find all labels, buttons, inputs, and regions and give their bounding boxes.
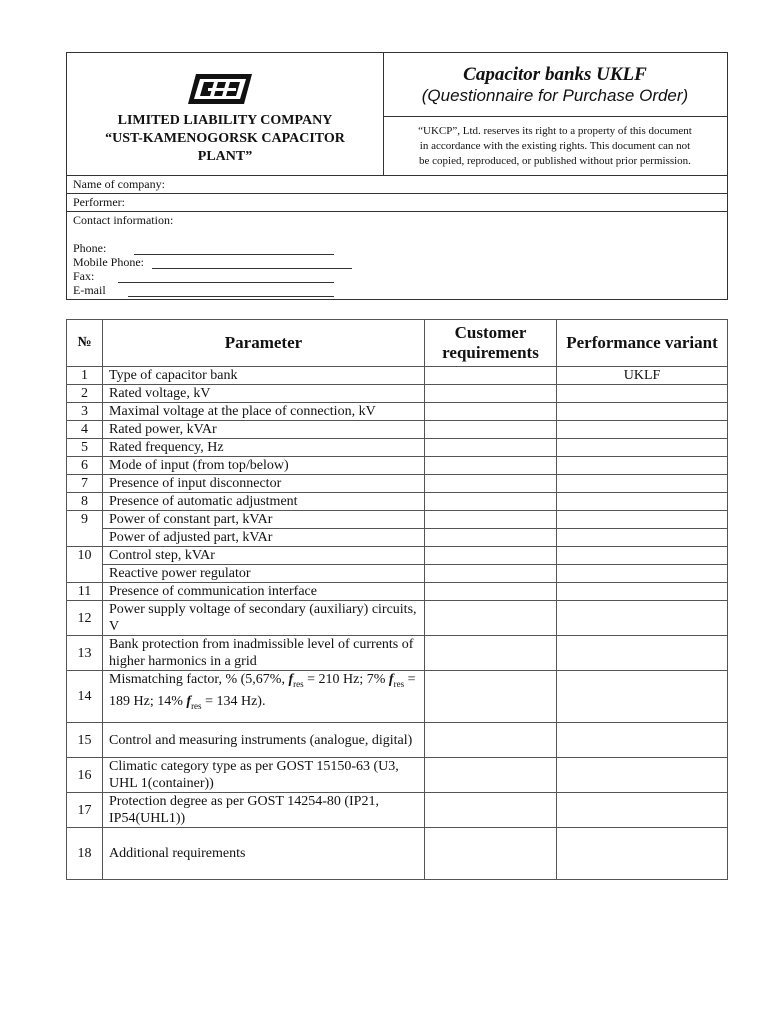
- performance-variant-cell[interactable]: [557, 439, 728, 457]
- customer-requirement-cell[interactable]: [425, 636, 557, 671]
- customer-requirement-cell[interactable]: [425, 385, 557, 403]
- row-number: 15: [67, 723, 103, 758]
- rights-line-2: in accordance with the existing rights. This document can not: [419, 140, 691, 152]
- doc-title: Capacitor banks UKLF: [463, 64, 647, 85]
- performance-variant-cell[interactable]: [557, 385, 728, 403]
- row-number: 17: [67, 793, 103, 828]
- row-parameter: Reactive power regulator: [103, 565, 425, 583]
- row-parameter: Presence of communication interface: [103, 583, 425, 601]
- customer-requirement-cell[interactable]: [425, 529, 557, 547]
- row-parameter: Mismatching factor, % (5,67%, $f_{res} = 210$ Hz; 7% $f_{res} = 189$ Hz; 14% $f_{res} = 134$ Hz).: [103, 671, 425, 723]
- email-label: E-mail: [73, 283, 106, 297]
- row-number: 18: [67, 828, 103, 880]
- table-row: [67, 758, 728, 793]
- row-number: [67, 529, 103, 547]
- performance-variant-cell[interactable]: [557, 671, 728, 723]
- row-number: 10: [67, 547, 103, 565]
- performance-variant-cell[interactable]: [557, 529, 728, 547]
- table-row: [67, 565, 728, 583]
- customer-requirement-cell[interactable]: [425, 793, 557, 828]
- performance-variant-cell[interactable]: [557, 793, 728, 828]
- rights-line-3: be copied, reproduced, or published without prior permission.: [419, 155, 691, 167]
- fax-field[interactable]: [118, 282, 334, 283]
- table-row: [67, 828, 728, 880]
- row-parameter: Rated voltage, kV: [103, 385, 425, 403]
- performance-variant-cell[interactable]: [557, 457, 728, 475]
- table-row: [67, 529, 728, 547]
- performance-variant-cell[interactable]: [557, 403, 728, 421]
- mobile-phone-field[interactable]: [152, 268, 352, 269]
- column-header-performance: Performance variant: [557, 320, 728, 367]
- performance-variant-cell[interactable]: [557, 565, 728, 583]
- performance-variant-cell[interactable]: [557, 475, 728, 493]
- table-row: [67, 439, 728, 457]
- row-number: 9: [67, 511, 103, 529]
- row-number: 13: [67, 636, 103, 671]
- phone-field[interactable]: [134, 254, 334, 255]
- customer-requirement-cell[interactable]: [425, 475, 557, 493]
- column-header-parameter: Parameter: [103, 320, 425, 367]
- row-parameter: Presence of automatic adjustment: [103, 493, 425, 511]
- company-line-1: LIMITED LIABILITY COMPANY: [117, 113, 333, 128]
- customer-requirement-cell[interactable]: [425, 457, 557, 475]
- table-row: [67, 421, 728, 439]
- customer-requirement-cell[interactable]: [425, 403, 557, 421]
- contact-information-label: Contact information:: [73, 213, 174, 227]
- customer-requirement-cell[interactable]: [425, 565, 557, 583]
- table-header-row: [67, 320, 728, 367]
- performance-variant-cell[interactable]: [557, 601, 728, 636]
- table-row: [67, 511, 728, 529]
- row-number: 16: [67, 758, 103, 793]
- row-number: 14: [67, 671, 103, 723]
- row-parameter: Presence of input disconnector: [103, 475, 425, 493]
- customer-requirement-cell[interactable]: [425, 758, 557, 793]
- performance-variant-cell[interactable]: [557, 421, 728, 439]
- row-parameter: Mode of input (from top/below): [103, 457, 425, 475]
- performance-variant-cell[interactable]: [557, 583, 728, 601]
- customer-requirement-cell[interactable]: [425, 828, 557, 880]
- company-line-3: PLANT”: [197, 149, 253, 164]
- customer-requirement-cell[interactable]: [425, 601, 557, 636]
- row-parameter: Protection degree as per GOST 14254-80 (IP21, IP54(UHL1)): [103, 793, 425, 828]
- performer-label: Performer:: [73, 195, 125, 209]
- row-parameter: Climatic category type as per GOST 15150-63 (U3, UHL 1(container)): [103, 758, 425, 793]
- row-parameter: Bank protection from inadmissible level of currents of higher harmonics in a grid: [103, 636, 425, 671]
- rights-notice: [384, 124, 726, 169]
- customer-requirement-cell[interactable]: [425, 421, 557, 439]
- table-row: [67, 475, 728, 493]
- title-divider: [383, 116, 727, 117]
- row-parameter: Power supply voltage of secondary (auxiliary) circuits, V: [103, 601, 425, 636]
- row-parameter: Maximal voltage at the place of connection, kV: [103, 403, 425, 421]
- customer-requirement-cell[interactable]: [425, 723, 557, 758]
- customer-requirement-cell[interactable]: [425, 367, 557, 385]
- row-number: 6: [67, 457, 103, 475]
- row-parameter: Rated frequency, Hz: [103, 439, 425, 457]
- mobile-phone-label: Mobile Phone:: [73, 255, 144, 269]
- name-of-company-label: Name of company:: [73, 177, 165, 191]
- row-parameter: Control and measuring instruments (analogue, digital): [103, 723, 425, 758]
- performance-variant-cell[interactable]: [557, 547, 728, 565]
- company-name: [70, 112, 380, 166]
- row-parameter: Power of constant part, kVAr: [103, 511, 425, 529]
- customer-requirement-cell[interactable]: [425, 511, 557, 529]
- table-row: [67, 367, 728, 385]
- email-field[interactable]: [128, 296, 334, 297]
- performance-variant-cell[interactable]: [557, 511, 728, 529]
- row-parameter: Control step, kVAr: [103, 547, 425, 565]
- table-row: [67, 385, 728, 403]
- rights-line-1: “UKCP”, Ltd. reserves its right to a property of this document: [418, 125, 692, 137]
- field-line-1: [66, 193, 727, 194]
- company-line-2: “UST-KAMENOGORSK CAPACITOR: [105, 131, 345, 146]
- table-row: [67, 601, 728, 636]
- performance-variant-cell[interactable]: [557, 493, 728, 511]
- table-row: [67, 583, 728, 601]
- row-number: 1: [67, 367, 103, 385]
- table-row: [67, 493, 728, 511]
- phone-label: Phone:: [73, 241, 107, 255]
- row-number: [67, 565, 103, 583]
- parameters-table: [66, 319, 728, 880]
- performance-variant-cell[interactable]: [557, 636, 728, 671]
- row-parameter: Power of adjusted part, kVAr: [103, 529, 425, 547]
- table-row: [67, 793, 728, 828]
- table-row: [67, 403, 728, 421]
- row-number: 8: [67, 493, 103, 511]
- logo-icon: [186, 70, 258, 108]
- company-logo: [186, 70, 258, 108]
- row-parameter: Rated power, kVAr: [103, 421, 425, 439]
- performance-variant-cell[interactable]: [557, 828, 728, 880]
- column-header-num: №: [67, 320, 103, 367]
- customer-requirement-cell[interactable]: [425, 671, 557, 723]
- row-number: 5: [67, 439, 103, 457]
- row-number: 2: [67, 385, 103, 403]
- row-number: 4: [67, 421, 103, 439]
- customer-requirement-cell[interactable]: [425, 493, 557, 511]
- doc-subtitle: (Questionnaire for Purchase Order): [421, 86, 689, 105]
- row-number: 7: [67, 475, 103, 493]
- customer-requirement-cell[interactable]: [425, 547, 557, 565]
- column-header-customer: Customer requirements: [425, 320, 557, 367]
- table-row: [67, 723, 728, 758]
- row-number: 11: [67, 583, 103, 601]
- field-line-2: [66, 211, 727, 212]
- table-row: [67, 636, 728, 671]
- table-row: [67, 457, 728, 475]
- table-row: [67, 547, 728, 565]
- performance-variant-cell[interactable]: [557, 723, 728, 758]
- table-row: [67, 671, 728, 723]
- fax-label: Fax:: [73, 269, 95, 283]
- performance-variant-cell[interactable]: [557, 758, 728, 793]
- row-parameter: Type of capacitor bank: [103, 367, 425, 385]
- row-number: 3: [67, 403, 103, 421]
- customer-requirement-cell[interactable]: [425, 439, 557, 457]
- performance-variant-cell[interactable]: UKLF: [557, 367, 728, 385]
- customer-requirement-cell[interactable]: [425, 583, 557, 601]
- row-parameter: Additional requirements: [103, 828, 425, 880]
- row-number: 12: [67, 601, 103, 636]
- header-bottom-line: [66, 175, 727, 176]
